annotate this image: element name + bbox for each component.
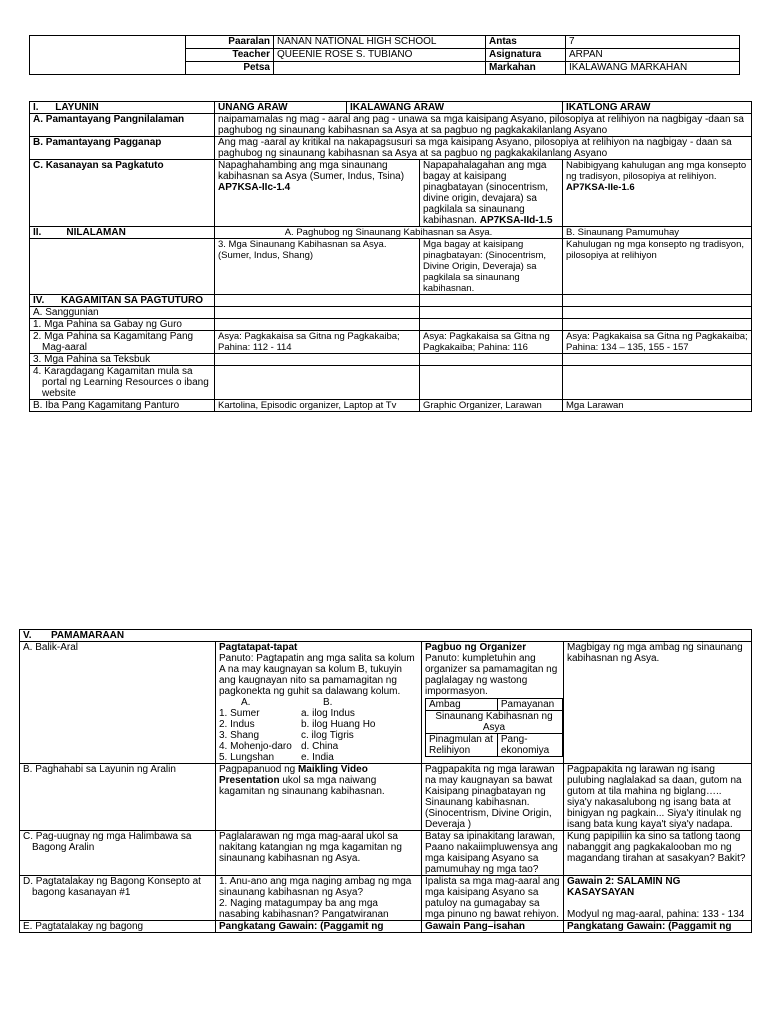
iba-pang-kagamitan-label: B. Iba Pang Kagamitang Panturo	[30, 400, 215, 412]
kagamitan-heading: IV. KAGAMITAN SA PAGTUTURO	[30, 295, 215, 307]
pag-uugnay-day3: Kung papipiliin ka sino sa tatlong taong nabanggit ang pagkakalooban mo ng magandang tirahan at sasakyan? Bakit?	[564, 831, 752, 876]
organizer-title: Pagbuo ng Organizer	[425, 642, 527, 653]
sanggunian-label: A. Sanggunian	[30, 307, 215, 319]
nilalaman-blank	[30, 239, 215, 295]
org-center: Sinaunang Kabihasnan ng Asya	[426, 711, 563, 734]
pamamaraan-heading: V. PAMAMARAAN	[20, 630, 752, 642]
kasanayan-label: C. Kasanayan sa Pagkatuto	[30, 160, 215, 227]
pagtatalakay-1-day1: 1. Anu-ano ang mga naging ambag ng mga sinaunang kabihasnan ng Asya? 2. Naging matagumpay ba ang mga nasabing kabihasnan? Pangatwiranan	[216, 876, 422, 921]
pagtatapat-pair	[219, 741, 418, 752]
org-pinagmulan: Pinagmulan at Relihiyon	[426, 734, 498, 757]
org-ambag: Ambag	[426, 699, 498, 711]
pair-left: 5. Lungshan	[219, 752, 275, 763]
pagtatalakay-2-day3: Pangkatang Gawain: (Paggamit ng	[564, 921, 752, 933]
kagamitang-mag-aaral-label: 2. Mga Pahina sa Kagamitang Pang Mag-aaral	[30, 331, 215, 354]
layunin-table	[29, 101, 752, 412]
asignatura-label: Asignatura	[486, 49, 566, 62]
pagtatapat-cols: A. B.	[241, 697, 333, 708]
iba-pang-kagamitan-day2: Graphic Organizer, Larawan	[420, 400, 563, 412]
markahan-label: Markahan	[486, 62, 566, 75]
kasanayan-day2: Napapahalagahan ang mga bagay at kaisipang pinagbatayan (sinocentrism, divine origin, devajara) sa pagkilala sa sinaunang kabihasnan. AP7KSA-IId-1.5	[420, 160, 563, 227]
pagtatalakay-2-label: E. Pagtatalakay ng bagong	[20, 921, 216, 933]
sanggunian-day2	[420, 307, 563, 319]
kagamitan-day2	[420, 295, 563, 307]
graphic-organizer	[425, 698, 563, 757]
pagtatalakay-1-day3: Gawain 2: SALAMIN NG KASAYSAYAN Modyul ng mag-aaral, pahina: 133 - 134	[564, 876, 752, 921]
org-pamayanan: Pamayanan	[497, 699, 562, 711]
teksbuk-day2	[420, 354, 563, 366]
pamamaraan-table	[19, 629, 752, 933]
header-table	[29, 35, 740, 75]
pagtatalakay-2-day2: Gawain Pang–isahan	[422, 921, 564, 933]
nilalaman-day1: 3. Mga Sinaunang Kabihasnan sa Asya.(Sumer, Indus, Shang)	[215, 239, 420, 295]
pair-right: a. ilog Indus	[301, 708, 355, 719]
pamantayang-pagganap-text: Ang mag -aaral ay kritikal na nakapagsusuri sa mga kaisipang Asyano, pilosopiya at relihiyon na nagbigay - daan sa paghubog ng sinaunang kabihasnan sa Asya at sa pagbuo ng pagkakakilanlang Asyano	[215, 137, 752, 160]
paghahabi-day3: Pagpapakita ng larawan ng isang pulubing naglalakad sa daan, gutom na gutom at tila mahina ng biglang….. siya'y nakasalubong ng isang bata at binigyan ng pagkain... Siya'y itinulak ng isang bata kung kaya't siya'y nadapa.	[564, 764, 752, 831]
gabay-guro-day2	[420, 319, 563, 331]
nilalaman-day3: Kahulugan ng mga konsepto ng tradisyon, pilosopiya at relihiyon	[563, 239, 752, 295]
karagdagang-kagamitan-day2	[420, 366, 563, 400]
pagtatapat-pair	[219, 730, 418, 741]
teacher-label: Teacher	[186, 49, 274, 62]
pag-uugnay-label: C. Pag-uugnay ng mga Halimbawa sa Bagong Aralin	[20, 831, 216, 876]
sanggunian-day1	[215, 307, 420, 319]
organizer-instructions: Panuto: kumpletuhin ang organizer sa pamamagitan ng paglalagay ng wastong impormasyon.	[425, 653, 558, 697]
balik-aral-label: A. Balik-Aral	[20, 642, 216, 764]
kagamitan-day3	[563, 295, 752, 307]
nilalaman-b: B. Sinaunang Pamumuhay	[563, 227, 752, 239]
kasanayan-day1: Napaghahambing ang mga sinaunang kabihasnan sa Asya (Sumer, Indus, Tsina) AP7KSA-IIc-1.4	[215, 160, 420, 227]
pag-uugnay-day1: Paglalarawan ng mga mag-aaral ukol sa nakitang katangian ng mga kagamitan ng sinaunang kabihasnan ng Asya.	[216, 831, 422, 876]
pag-uugnay-day2: Batay sa ipinakitang larawan, Paano nakaiimpluwensya ang mga kaisipang Asyano sa pamumuhay ng mga tao?	[422, 831, 564, 876]
kasanayan-day3: Nabibigyang kahulugan ang mga konsepto ng tradisyon, pilosopiya at relihiyon. AP7KSA-IIe-1.6	[563, 160, 752, 227]
paghahabi-label: B. Paghahabi sa Layunin ng Aralin	[20, 764, 216, 831]
teksbuk-day1	[215, 354, 420, 366]
pagtatapat-pair	[219, 708, 418, 719]
petsa-label: Petsa	[186, 62, 274, 75]
pamantayang-pangnilalaman-label: A. Pamantayang Pangnilalaman	[30, 114, 215, 137]
antas-label: Antas	[486, 36, 566, 49]
balik-aral-day1	[216, 642, 422, 764]
paaralan-label: Paaralan	[186, 36, 274, 49]
paghahabi-day1: Pagpapanuod ng Maikling Video Presentation ukol sa mga naiwang kagamitan ng sinaunang kabihasnan.	[216, 764, 422, 831]
asignatura-value: ARPAN	[566, 49, 740, 62]
gabay-guro-day3	[563, 319, 752, 331]
gabay-guro-day1	[215, 319, 420, 331]
pair-right: c. ilog Tigris	[301, 730, 354, 741]
pair-left: 3. Shang	[219, 730, 260, 741]
karagdagang-kagamitan-day3	[563, 366, 752, 400]
petsa-value	[274, 62, 486, 75]
nilalaman-a: A. Paghubog ng Sinaunang Kabihasnan sa Asya.	[215, 227, 563, 239]
pagtatalakay-1-day2: Ipalista sa mga mag-aaral ang mga kaisipang Asyano sa patuloy na gumagabay sa mga pinuno ng bawat rehiyon.	[422, 876, 564, 921]
pagtatapat-pairs	[219, 708, 418, 763]
balik-aral-day3: Magbigay ng mga ambag ng sinaunang kabihasnan ng Asya.	[564, 642, 752, 764]
sanggunian-day3	[563, 307, 752, 319]
antas-value: 7	[566, 36, 740, 49]
teksbuk-day3	[563, 354, 752, 366]
header-blank-cell	[30, 36, 186, 75]
iba-pang-kagamitan-day3: Mga Larawan	[563, 400, 752, 412]
balik-aral-day2	[422, 642, 564, 764]
markahan-value: IKALAWANG MARKAHAN	[566, 62, 740, 75]
teksbuk-label: 3. Mga Pahina sa Teksbuk	[30, 354, 215, 366]
paaralan-value: NANAN NATIONAL HIGH SCHOOL	[274, 36, 486, 49]
kagamitang-mag-aaral-day2: Asya: Pagkakaisa sa Gitna ng Pagkakaiba; Pahina: 116	[420, 331, 563, 354]
nilalaman-day2: Mga bagay at kaisipang pinagbatayan: (Sinocentrism, Divine Origin, Deveraja) sa pagkilala sa sinaunang kabihasnan.	[420, 239, 563, 295]
org-ekonomiya: Pang-ekonomiya	[497, 734, 562, 757]
pair-right: b. ilog Huang Ho	[301, 719, 376, 730]
pagtatapat-title: Pagtatapat-tapat	[219, 642, 298, 653]
teacher-value: QUEENIE ROSE S. TUBIANO	[274, 49, 486, 62]
pamantayang-pangnilalaman-text: naipamamalas ng mag - aaral ang pag - unawa sa mga kaisipang Asyano, pilosopiya at relihiyon na nagbigay -daan sa paghubog ng sinaunang kabihasnan sa Asya at sa pagbuo ng pagkakakilanlang Asyano	[215, 114, 752, 137]
day1-heading: UNANG ARAW	[215, 102, 347, 114]
iba-pang-kagamitan-day1: Kartolina, Episodic organizer, Laptop at Tv	[215, 400, 420, 412]
pagtatapat-pair	[219, 719, 418, 730]
pagtatapat-instructions: Panuto: Pagtapatin ang mga salita sa kolum A na may kaugnayan sa kolum B, tukuyin ang kaugnayan nito sa pamamagitan ng pagkonekta ng guhit sa dalawang kolum.	[219, 653, 415, 697]
pair-right: e. India	[301, 752, 334, 763]
pair-right: d. China	[301, 741, 339, 752]
pagtatalakay-2-day1: Pangkatang Gawain: (Paggamit ng	[216, 921, 422, 933]
pair-left: 2. Indus	[219, 719, 255, 730]
kagamitan-day1	[215, 295, 420, 307]
pagtatapat-pair	[219, 752, 418, 763]
day3-heading: IKATLONG ARAW	[563, 102, 752, 114]
nilalaman-heading: II. NILALAMAN	[30, 227, 215, 239]
gabay-guro-label: 1. Mga Pahina sa Gabay ng Guro	[30, 319, 215, 331]
pagtatalakay-1-label: D. Pagtatalakay ng Bagong Konsepto at bagong kasanayan #1	[20, 876, 216, 921]
paghahabi-day2: Pagpapakita ng mga larawan na may kaugnayan sa bawat Kaisipang pinagbatayan ng Sinaunang kabihasnan. (Sinocentrism, Divine Origin, Deveraja )	[422, 764, 564, 831]
karagdagang-kagamitan-day1	[215, 366, 420, 400]
day2-heading: IKALAWANG ARAW	[347, 102, 563, 114]
pamantayang-pagganap-label: B. Pamantayang Pagganap	[30, 137, 215, 160]
kagamitang-mag-aaral-day3: Asya: Pagkakaisa sa Gitna ng Pagkakaiba; Pahina: 134 – 135, 155 - 157	[563, 331, 752, 354]
kagamitang-mag-aaral-day1: Asya: Pagkakaisa sa Gitna ng Pagkakaiba; Pahina: 112 - 114	[215, 331, 420, 354]
pair-left: 1. Sumer	[219, 708, 260, 719]
pair-left: 4. Mohenjo-daro	[219, 741, 292, 752]
layunin-heading: I. LAYUNIN	[30, 102, 215, 114]
karagdagang-kagamitan-label: 4. Karagdagang Kagamitan mula sa portal ng Learning Resources o ibang website	[30, 366, 215, 400]
